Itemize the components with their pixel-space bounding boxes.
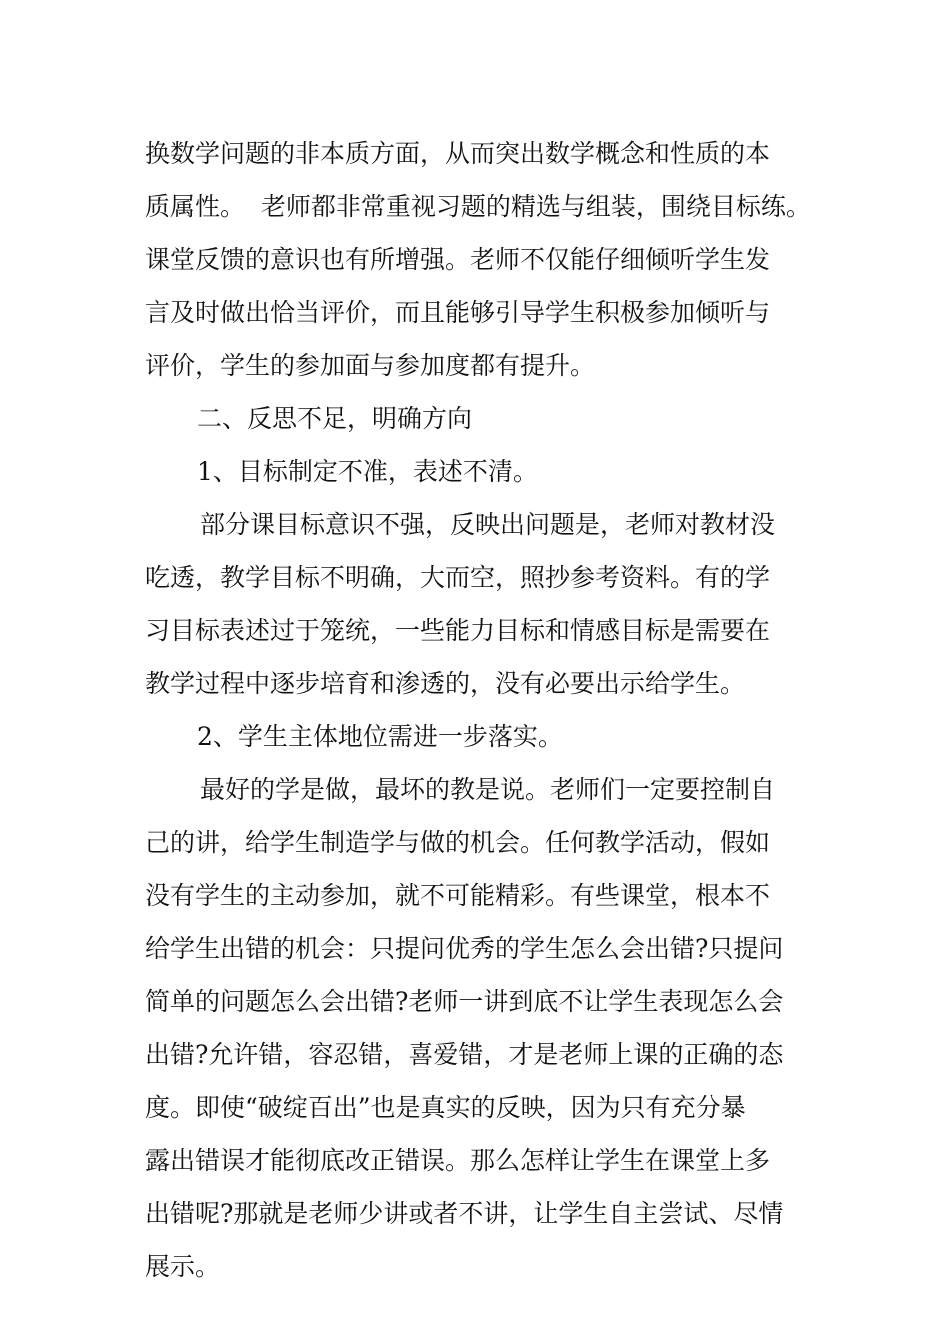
paragraph-line: 度。即使“破绽百出”也是真实的反映，因为只有充分暴 — [145, 1093, 746, 1122]
paragraph-line: 言及时做出恰当评价，而且能够引导学生积极参加倾听与 — [145, 298, 771, 327]
paragraph-line: 最好的学是做，最坏的教是说。老师们一定要控制自 — [200, 775, 776, 804]
paragraph-line: 教学过程中逐步培育和渗透的，没有必要出示给学生。 — [145, 669, 746, 698]
paragraph-line: 课堂反馈的意识也有所增强。老师不仅能仔细倾听学生发 — [145, 245, 771, 274]
paragraph-line: 出错?允许错，容忍错，喜爱错，才是老师上课的正确的态 — [145, 1040, 784, 1069]
paragraph-line: 习目标表述过于笼统，一些能力目标和情感目标是需要在 — [145, 616, 771, 645]
paragraph-line: 换数学问题的非本质方面，从而突出数学概念和性质的本 — [145, 139, 771, 168]
document-body — [145, 127, 815, 1293]
paragraph-line: 吃透，教学目标不明确，大而空，照抄参考资料。有的学 — [145, 563, 771, 592]
paragraph-line: 质属性。 老师都非常重视习题的精选与组装，围绕目标练。 — [145, 192, 811, 221]
paragraph-line: 己的讲，给学生制造学与做的机会。任何教学活动，假如 — [145, 828, 771, 857]
paragraph-line: 部分课目标意识不强，反映出问题是，老师对教材没 — [200, 510, 776, 539]
paragraph-line: 展示。 — [145, 1252, 221, 1281]
subsection-heading: 1、目标制定不准，表述不清。 — [197, 457, 538, 486]
paragraph-line: 没有学生的主动参加，就不可能精彩。有些课堂，根本不 — [145, 881, 771, 910]
subsection-heading: 2、学生主体地位需进一步落实。 — [197, 722, 563, 751]
paragraph-line: 给学生出错的机会：只提问优秀的学生怎么会出错?只提问 — [145, 934, 784, 963]
section-heading: 二、反思不足，明确方向 — [197, 404, 473, 433]
paragraph-line: 简单的问题怎么会出错?老师一讲到底不让学生表现怎么会 — [145, 987, 784, 1016]
paragraph-line: 出错呢?那就是老师少讲或者不讲，让学生自主尝试、尽情 — [145, 1199, 784, 1228]
paragraph-line: 露出错误才能彻底改正错误。那么怎样让学生在课堂上多 — [145, 1146, 771, 1175]
paragraph-line: 评价，学生的参加面与参加度都有提升。 — [145, 351, 596, 380]
